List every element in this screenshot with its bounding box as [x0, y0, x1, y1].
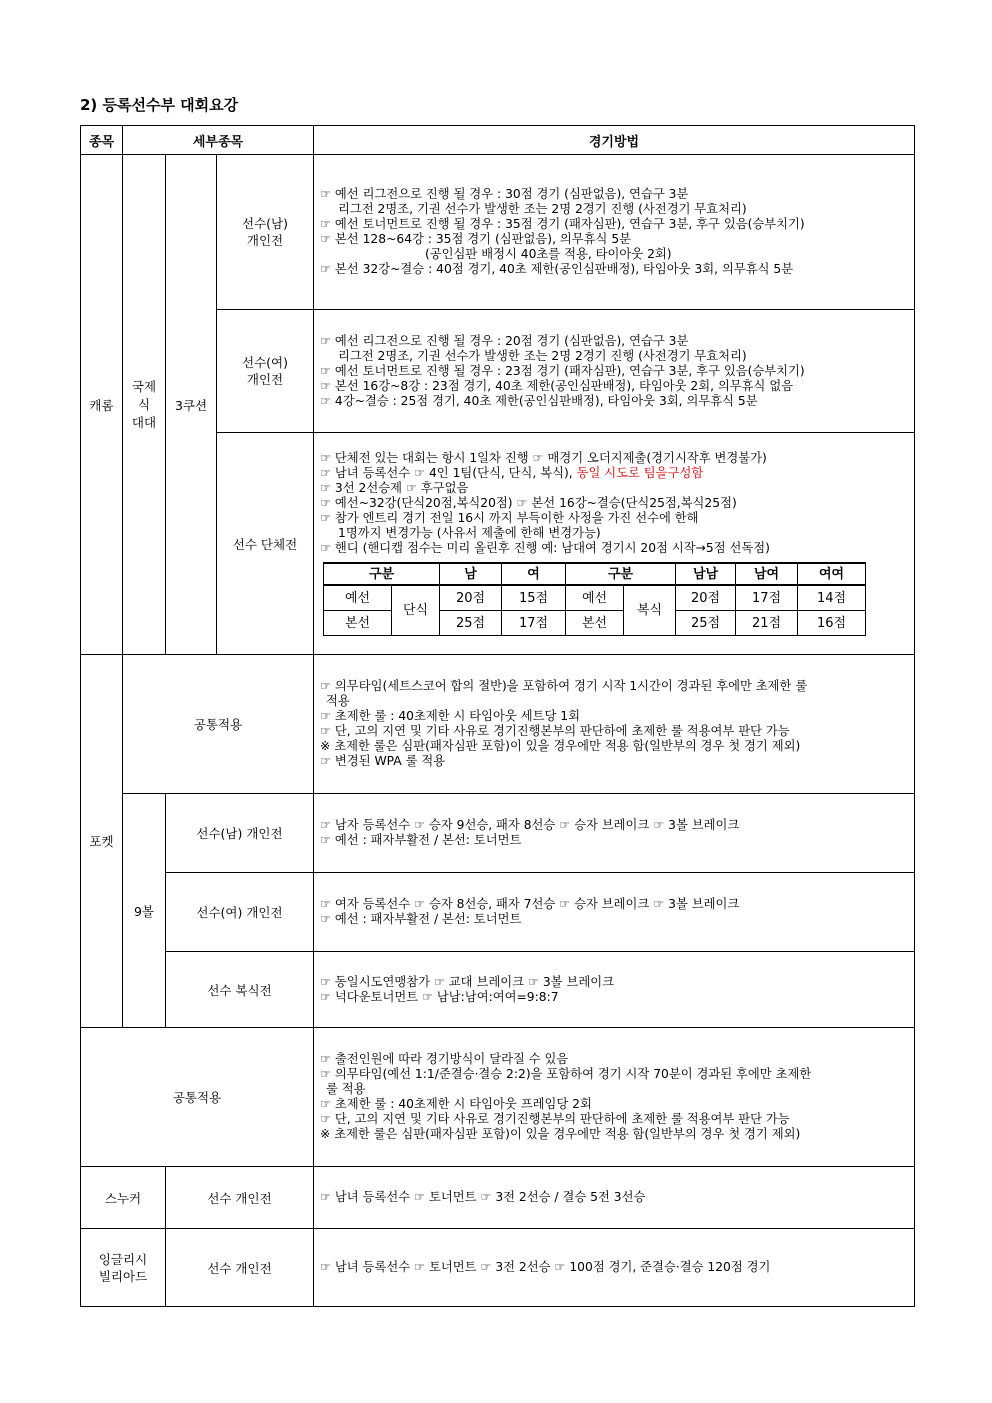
text-line: 적용	[326, 694, 350, 708]
carom-sub1: 국제 식 대대	[123, 155, 166, 655]
handicap-cell: 17점	[736, 585, 798, 611]
handicap-cell: 15점	[502, 585, 566, 611]
english-row	[81, 1229, 915, 1307]
handicap-cell: 복식	[624, 585, 676, 636]
text-line: ☞ 초제한 룰 : 40초제한 시 타임아웃 프레임당 2회	[320, 1097, 592, 1111]
header-event: 종목	[81, 126, 123, 155]
text-line: ☞ 본선 16강~8강 : 23점 경기, 40초 제한(공인심판배정), 타임아웃 2회, 의무휴식 없음	[320, 378, 794, 393]
text-line: ☞ 의무타임(예선 1:1/준결승·결승 2:2)을 포함하여 경기 시작 70분이 경과된 후에만 초제한	[320, 1067, 812, 1081]
text-line: ☞ 예선 : 패자부활전 / 본선: 토너먼트	[320, 912, 522, 926]
highlight-text: 동일 시도로 팀을구성함	[576, 466, 704, 480]
common2-desc	[314, 1028, 915, 1167]
pocket-common-label: 공통적용	[123, 655, 314, 794]
handicap-cell: 14점	[798, 585, 866, 611]
text-line: 룰 적용	[326, 1082, 366, 1096]
text-line	[320, 466, 908, 481]
snooker-desc	[314, 1167, 915, 1229]
english-label: 잉글리시 빌리아드	[81, 1229, 166, 1307]
handicap-cell: 단식	[392, 585, 440, 636]
snooker-sub: 선수 개인전	[166, 1167, 314, 1229]
handicap-cell: 25점	[440, 611, 502, 636]
text-line: ※ 초제한 룰은 심판(패자심판 포함)이 있을 경우에만 적용 함(일반부의 경우 첫 경기 제외)	[320, 739, 801, 753]
text-line: ☞ 단, 고의 지연 및 기타 사유로 경기진행본부의 판단하에 초제한 룰 적용여부 판단 가능	[320, 724, 790, 738]
text-line: ☞ 예선 : 패자부활전 / 본선: 토너먼트	[320, 833, 522, 847]
header-sub-event: 세부종목	[123, 126, 314, 155]
pocket-men-desc	[314, 794, 915, 873]
handicap-cell: 20점	[676, 585, 736, 611]
text-line: ☞ 예선 리그전으로 진행 될 경우 : 30점 경기 (심판없음), 연습구 3분	[320, 187, 689, 201]
carom-men-row	[81, 155, 915, 310]
carom-men-desc	[314, 155, 915, 310]
snooker-label: 스누커	[81, 1167, 166, 1229]
pocket-doubles-desc	[314, 952, 915, 1028]
carom-men-label: 선수(남) 개인전	[217, 155, 314, 310]
header-row	[81, 126, 915, 155]
handicap-cell: 21점	[736, 611, 798, 636]
text-line: ☞ 출전인원에 따라 경기방식이 달라질 수 있음	[320, 1052, 569, 1066]
carom-team-label: 선수 단체전	[217, 433, 314, 655]
handicap-cell: 본선	[324, 611, 392, 636]
pocket-doubles-row	[81, 952, 915, 1028]
text-line: ☞ 변경된 WPA 룰 적용	[320, 754, 446, 768]
text-line: 리그전 2명조, 기권 선수가 발생한 조는 2명 2경기 진행 (사전경기 무효처리)	[338, 202, 747, 216]
pocket-women-desc	[314, 873, 915, 952]
text-segment: ☞ 남녀 등록선수 ☞ 4인 1팀(단식, 단식, 복식),	[320, 466, 577, 480]
snooker-row	[81, 1167, 915, 1229]
pocket-doubles-label: 선수 복식전	[166, 952, 314, 1028]
text-line: ☞ 본선 32강~결승 : 40점 경기, 40초 제한(공인심판배정), 타임아웃 3회, 의무휴식 5분	[320, 262, 794, 276]
text-line: ※ 초제한 룰은 심판(패자심판 포함)이 있을 경우에만 적용 함(일반부의 경우 첫 경기 제외)	[320, 1127, 801, 1141]
text-line: ☞ 동일시도연맹참가 ☞ 교대 브레이크 ☞ 3볼 브레이크	[320, 974, 614, 989]
pocket-common-row	[81, 655, 915, 794]
handicap-cell: 16점	[798, 611, 866, 636]
handicap-cell: 예선	[324, 585, 392, 611]
pocket-common-desc	[314, 655, 915, 794]
text-line: ☞ 여자 등록선수 ☞ 승자 8선승, 패자 7선승 ☞ 승자 브레이크 ☞ 3볼 브레이크	[320, 897, 740, 911]
english-sub: 선수 개인전	[166, 1229, 314, 1307]
text-line: ☞ 의무타임(세트스코어 합의 절반)을 포함하여 경기 시작 1시간이 경과된 후에만 초제한 룰	[320, 679, 808, 693]
text-line: (공인심판 배정시 40초를 적용, 타이아웃 2회)	[425, 247, 672, 261]
text-line: ☞ 예선~32강(단식20점,복식20점) ☞ 본선 16강~결승(단식25점,복식25점)	[320, 496, 737, 510]
section-title: 2) 등록선수부 대회요강	[80, 96, 239, 114]
pocket-women-row	[81, 873, 915, 952]
common2-row	[81, 1028, 915, 1167]
carom-label: 캐롬	[81, 155, 123, 655]
handicap-row	[324, 585, 866, 611]
pocket-men-row	[81, 794, 915, 873]
carom-women-desc	[314, 310, 915, 433]
handicap-head: 남	[440, 563, 502, 585]
handicap-cell: 예선	[566, 585, 624, 611]
common2-label: 공통적용	[81, 1028, 314, 1167]
text-line: 리그전 2명조, 기권 선수가 발생한 조는 2명 2경기 진행 (사전경기 무효처리)	[338, 348, 747, 363]
rules-table	[80, 125, 915, 1307]
text-line: ☞ 4강~결승 : 25점 경기, 40초 제한(공인심판배정), 타임아웃 3회, 의무휴식 5분	[320, 393, 758, 408]
handicap-table	[323, 562, 866, 636]
handicap-cell: 25점	[676, 611, 736, 636]
handicap-head: 남남	[676, 563, 736, 585]
handicap-cell: 본선	[566, 611, 624, 636]
carom-women-label: 선수(여) 개인전	[217, 310, 314, 433]
text-line: ☞ 남자 등록선수 ☞ 승자 9선승, 패자 8선승 ☞ 승자 브레이크 ☞ 3볼 브레이크	[320, 818, 740, 832]
text-line: ☞ 예선 토너먼트로 진행 될 경우 : 35점 경기 (패자심판), 연습구 3분, 후구 있음(승부치기)	[320, 217, 805, 231]
handicap-head: 구분	[566, 563, 676, 585]
handicap-head: 여여	[798, 563, 866, 585]
text-line: ☞ 예선 토너먼트로 진행 될 경우 : 23점 경기 (패자심판), 연습구 3분, 후구 있음(승부치기)	[320, 363, 805, 378]
carom-team-desc	[314, 433, 915, 655]
handicap-head: 구분	[324, 563, 440, 585]
handicap-cell: 20점	[440, 585, 502, 611]
handicap-header	[324, 563, 866, 585]
text-line: ☞ 본선 128~64강 : 35점 경기 (심판없음), 의무휴식 5분	[320, 232, 632, 246]
text-line: ☞ 3선 2선승제 ☞ 후구없음	[320, 481, 469, 495]
text-line: ☞ 넉다운토너먼트 ☞ 남남:남여:여여=9:8:7	[320, 989, 559, 1004]
handicap-cell: 17점	[502, 611, 566, 636]
header-method: 경기방법	[314, 126, 915, 155]
text-line: ☞ 예선 리그전으로 진행 될 경우 : 20점 경기 (심판없음), 연습구 3분	[320, 333, 689, 348]
pocket-men-label: 선수(남) 개인전	[166, 794, 314, 873]
text-line: ☞ 단체전 있는 대회는 항시 1일차 진행 ☞ 매경기 오더지제출(경기시작후 변경불가)	[320, 451, 767, 465]
carom-sub2: 3쿠션	[166, 155, 217, 655]
handicap-head: 여	[502, 563, 566, 585]
text-line: ☞ 단, 고의 지연 및 기타 사유로 경기진행본부의 판단하에 초제한 룰 적용여부 판단 가능	[320, 1112, 790, 1126]
text-line: 1명까지 변경가능 (사유서 제출에 한해 변경가능)	[338, 526, 601, 540]
pocket-women-label: 선수(여) 개인전	[166, 873, 314, 952]
pocket-sub: 9볼	[123, 794, 166, 1028]
english-desc	[314, 1229, 915, 1307]
handicap-head: 남여	[736, 563, 798, 585]
text-line: ☞ 남녀 등록선수 ☞ 토너먼트 ☞ 3전 2선승 / 결승 5전 3선승	[320, 1190, 646, 1204]
pocket-label: 포켓	[81, 655, 123, 1028]
text-line: ☞ 남녀 등록선수 ☞ 토너먼트 ☞ 3전 2선승 ☞ 100점 경기, 준결승·결승 120점 경기	[320, 1260, 771, 1274]
text-line: ☞ 참가 엔트리 경기 전일 16시 까지 부득이한 사정을 가진 선수에 한해	[320, 511, 699, 525]
text-line: ☞ 초제한 룰 : 40초제한 시 타임아웃 세트당 1회	[320, 709, 580, 723]
text-line: ☞ 핸디 (핸디캡 점수는 미리 올린후 진행 예: 남대여 경기시 20점 시작→5점 선독점)	[320, 541, 770, 555]
